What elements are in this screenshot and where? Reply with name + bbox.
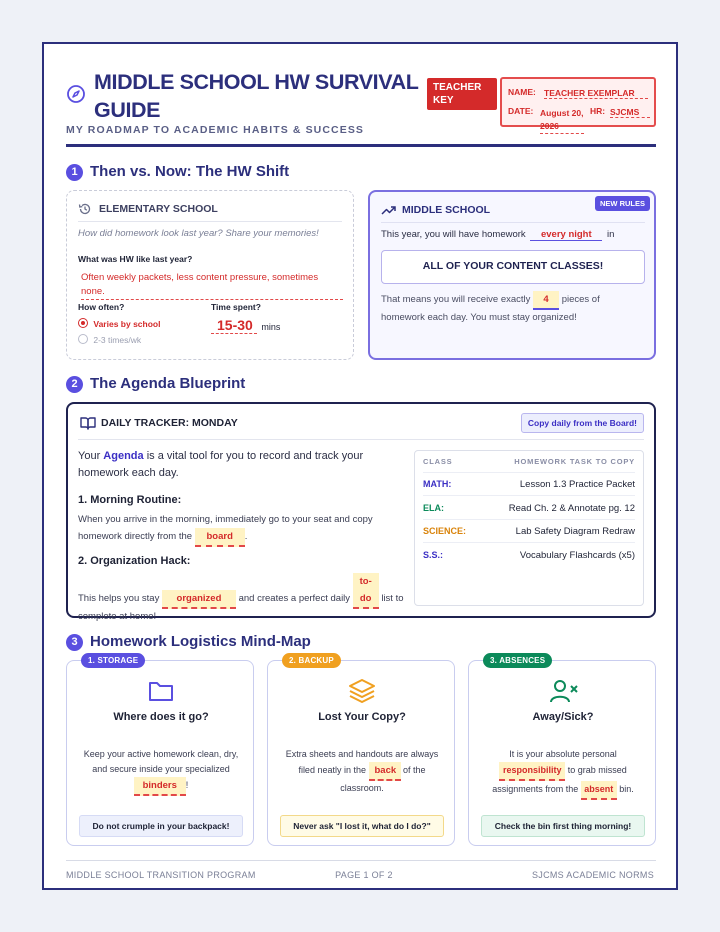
new-rules-badge: NEW RULES <box>595 196 650 211</box>
radio-varies[interactable]: Varies by school <box>78 318 160 329</box>
heading-rule <box>381 222 645 223</box>
backup-note: Never ask "I lost it, what do I do?" <box>280 815 444 837</box>
middle-school-card <box>368 190 656 360</box>
compass-icon <box>66 84 86 104</box>
tracker-rule <box>78 439 644 440</box>
homework-table <box>414 450 644 606</box>
absences-heading: Away/Sick? <box>532 711 594 723</box>
time-spent-label: Time spent? <box>211 302 261 312</box>
storage-body: Keep your active homework clean, dry, and secure inside your specialized binders ! <box>77 747 245 796</box>
heading-rule <box>78 221 342 222</box>
elementary-prompt: How did homework look last year? Share your memories! <box>78 228 319 239</box>
elementary-card <box>66 190 354 360</box>
hw-question: What was HW like last year? <box>78 254 193 264</box>
how-often-label: How often? <box>78 302 125 312</box>
table-header: CLASS HOMEWORK TASK TO COPY <box>423 451 635 473</box>
absences-note: Check the bin first thing morning! <box>481 815 645 837</box>
copy-board-note: Copy daily from the Board! <box>521 413 644 433</box>
backup-body: Extra sheets and handouts are always filed neatly in the back of the classroom. <box>285 749 439 793</box>
organization-heading: 2. Organization Hack: <box>78 555 191 567</box>
organized-blank[interactable]: organized <box>162 590 236 609</box>
date-field[interactable]: August 20, 2026 <box>540 107 584 134</box>
book-icon <box>80 416 96 430</box>
footer-page-number: PAGE 1 OF 2 <box>335 870 393 880</box>
absences-tag: 3. ABSENCES <box>483 653 552 668</box>
organization-text: This helps you stay organized and creates a perfect daily to-do list to complete at home! <box>78 573 404 625</box>
radio-checked-icon <box>78 318 88 328</box>
hr-field[interactable]: SJCMS <box>610 107 650 118</box>
page-subtitle: MY ROADMAP TO ACADEMIC HABITS & SUCCESS <box>66 124 365 136</box>
backup-card <box>267 656 455 846</box>
absent-blank[interactable]: absent <box>581 781 617 800</box>
back-blank[interactable]: back <box>369 762 401 781</box>
backup-tag: 2. BACKUP <box>282 653 341 668</box>
morning-routine-heading: 1. Morning Routine: <box>78 494 182 506</box>
folder-icon <box>147 679 175 703</box>
section-1-number: 1 <box>66 164 83 181</box>
agenda-tracker-card <box>66 402 656 622</box>
todo-blank[interactable]: to-do <box>353 573 379 609</box>
agenda-intro: Your Agenda is a vital tool for you to record and track your homework each day. <box>78 450 364 479</box>
footer-right: SJCMS ACADEMIC NORMS <box>531 870 654 880</box>
date-label: DATE: <box>508 106 534 116</box>
radio-2-3-times[interactable]: 2-3 times/wk <box>78 334 141 345</box>
history-icon <box>78 202 92 216</box>
backup-heading: Lost Your Copy? <box>318 711 406 723</box>
task-cell: Read Ch. 2 & Annotate pg. 12 <box>508 502 635 514</box>
table-row <box>423 544 635 567</box>
section-2-title: The Agenda Blueprint <box>90 375 246 392</box>
section-2-number: 2 <box>66 376 83 393</box>
section-3-number: 3 <box>66 634 83 651</box>
footer-rule <box>66 860 656 861</box>
frequency-blank[interactable]: every night <box>530 229 602 241</box>
middle-school-heading: MIDDLE SCHOOL <box>402 204 491 216</box>
name-label: NAME: <box>508 87 536 97</box>
time-field[interactable]: 15-30 mins <box>211 317 280 333</box>
storage-card <box>66 656 254 846</box>
name-field[interactable]: TEACHER EXEMPLAR <box>544 88 648 99</box>
task-cell: Vocabulary Flashcards (x5) <box>519 549 635 561</box>
morning-routine-text: When you arrive in the morning, immediately go to your seat and copy homework directly from the board . <box>78 512 404 547</box>
layers-icon <box>348 678 376 704</box>
storage-note: Do not crumple in your backpack! <box>79 815 243 837</box>
hr-label: HR: <box>590 106 606 116</box>
header-divider <box>66 144 656 147</box>
content-classes-box: ALL OF YOUR CONTENT CLASSES! <box>381 250 645 284</box>
section-1-title: Then vs. Now: The HW Shift <box>90 163 290 180</box>
task-cell: Lesson 1.3 Practice Packet <box>519 479 635 490</box>
student-info-box <box>500 77 656 131</box>
class-cell: SCIENCE: <box>423 526 467 536</box>
radio-empty-icon <box>78 334 88 344</box>
table-row <box>423 520 635 543</box>
class-cell: ELA: <box>423 502 444 513</box>
pieces-sentence: That means you will receive exactly 4 pieces of homework each day. You must stay organized! <box>381 291 651 326</box>
homework-sentence: This year, you will have homework every night in <box>381 229 615 240</box>
pieces-count-blank[interactable]: 4 <box>533 291 559 310</box>
worksheet-page <box>42 42 678 890</box>
task-cell: Lab Safety Diagram Redraw <box>515 526 635 537</box>
section-3-title: Homework Logistics Mind-Map <box>90 633 311 650</box>
storage-tag: 1. STORAGE <box>81 653 145 668</box>
user-x-icon <box>549 678 579 704</box>
class-cell: MATH: <box>423 479 452 489</box>
page-title: MIDDLE SCHOOL HW SURVIVAL GUIDE <box>94 70 419 122</box>
elementary-heading: ELEMENTARY SCHOOL <box>99 203 218 215</box>
table-row <box>423 473 635 496</box>
absences-body: It is your absolute personal responsibility to grab missed assignments from the absent bin. <box>479 747 647 800</box>
class-cell: S.S.: <box>423 549 444 560</box>
responsibility-blank[interactable]: responsibility <box>499 762 565 781</box>
trending-up-icon <box>381 203 396 217</box>
footer-left: MIDDLE SCHOOL TRANSITION PROGRAM <box>66 870 256 880</box>
teacher-key-badge: TEACHER KEY <box>427 78 497 110</box>
tracker-title: DAILY TRACKER: MONDAY <box>101 417 238 429</box>
table-row <box>423 497 635 520</box>
storage-heading: Where does it go? <box>113 711 209 723</box>
absences-card <box>468 656 656 846</box>
binders-blank[interactable]: binders <box>134 777 186 796</box>
board-blank[interactable]: board <box>195 528 245 547</box>
hw-answer-field[interactable]: Often weekly packets, less content pressure, sometimes none. <box>81 271 343 300</box>
